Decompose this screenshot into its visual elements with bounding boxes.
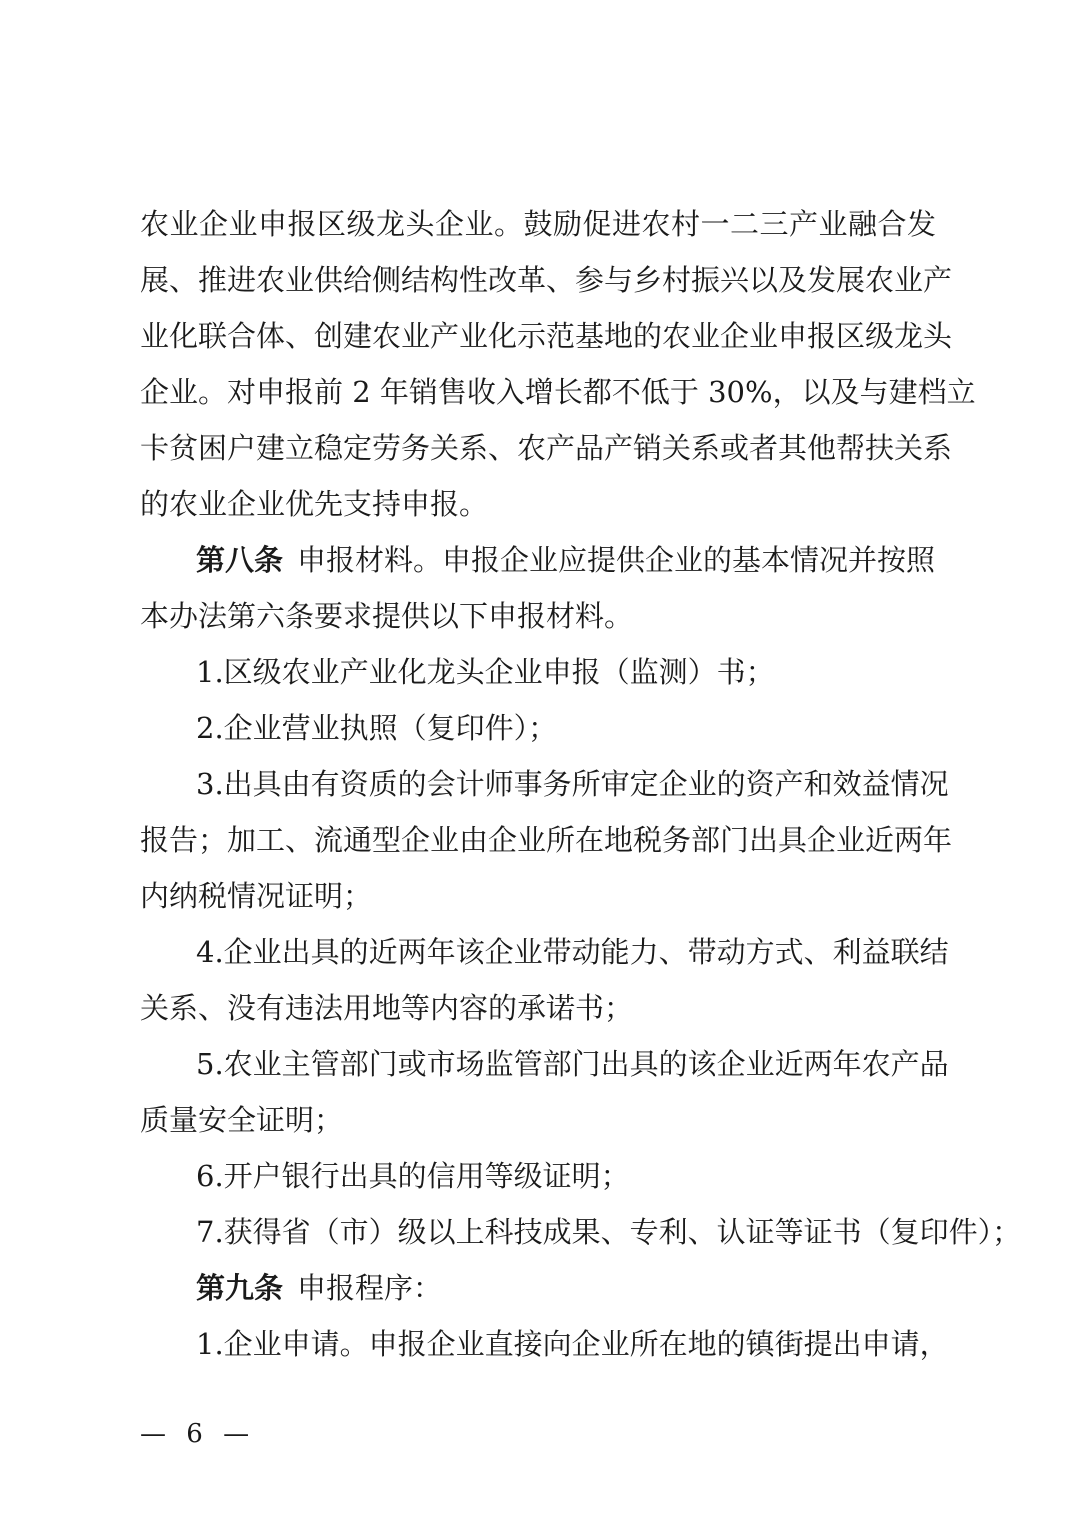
article-8-heading: 第八条: [196, 543, 284, 577]
paragraph-line: 业化联合体、创建农业产业化示范基地的农业企业申报区级龙头: [140, 319, 953, 353]
list-item: 2.企业营业执照（复印件）；: [196, 711, 558, 745]
list-item-continued: 内纳税情况证明；: [140, 879, 373, 913]
article-9-text: 申报程序：: [297, 1271, 443, 1305]
article-9-line: [196, 1268, 442, 1308]
list-item: 1.区级农业产业化龙头企业申报（监测）书；: [196, 655, 775, 689]
list-item-continued: 质量安全证明；: [140, 1103, 344, 1137]
list-item: 4.企业出具的近两年该企业带动能力、带动方式、利益联结: [196, 935, 949, 969]
list-item-continued: 关系、没有违法用地等内容的承诺书；: [140, 991, 634, 1025]
list-item: 6.开户银行出具的信用等级证明；: [196, 1159, 630, 1193]
list-item: 1.企业申请。申报企业直接向企业所在地的镇街提出申请，: [196, 1327, 949, 1361]
list-item-continued: 报告；加工、流通型企业由企业所在地税务部门出具企业近两年: [140, 823, 953, 857]
list-item: 5.农业主管部门或市场监管部门出具的该企业近两年农产品: [196, 1047, 949, 1081]
article-9-heading: 第九条: [196, 1271, 284, 1305]
paragraph-line: 的农业企业优先支持申报。: [140, 487, 489, 521]
list-item: 3.出具由有资质的会计师事务所审定企业的资产和效益情况: [196, 767, 949, 801]
paragraph-line: 展、推进农业供给侧结构性改革、参与乡村振兴以及发展农业产: [140, 263, 953, 297]
paragraph-line: 农业企业申报区级龙头企业。鼓励促进农村一二三产业融合发: [140, 207, 936, 241]
article-8-text: 申报材料。申报企业应提供企业的基本情况并按照: [297, 543, 936, 577]
paragraph-line: 卡贫困户建立稳定劳务关系、农产品产销关系或者其他帮扶关系: [140, 431, 953, 465]
paragraph-line: 企业。对申报前 2 年销售收入增长都不低于 30%，以及与建档立: [140, 375, 976, 409]
list-item: 7.获得省（市）级以上科技成果、专利、认证等证书（复印件）；: [196, 1215, 1022, 1249]
article-8-line: [196, 540, 935, 580]
article-8-line-2: 本办法第六条要求提供以下申报材料。: [140, 599, 634, 633]
page-number: — 6 —: [140, 1419, 256, 1449]
